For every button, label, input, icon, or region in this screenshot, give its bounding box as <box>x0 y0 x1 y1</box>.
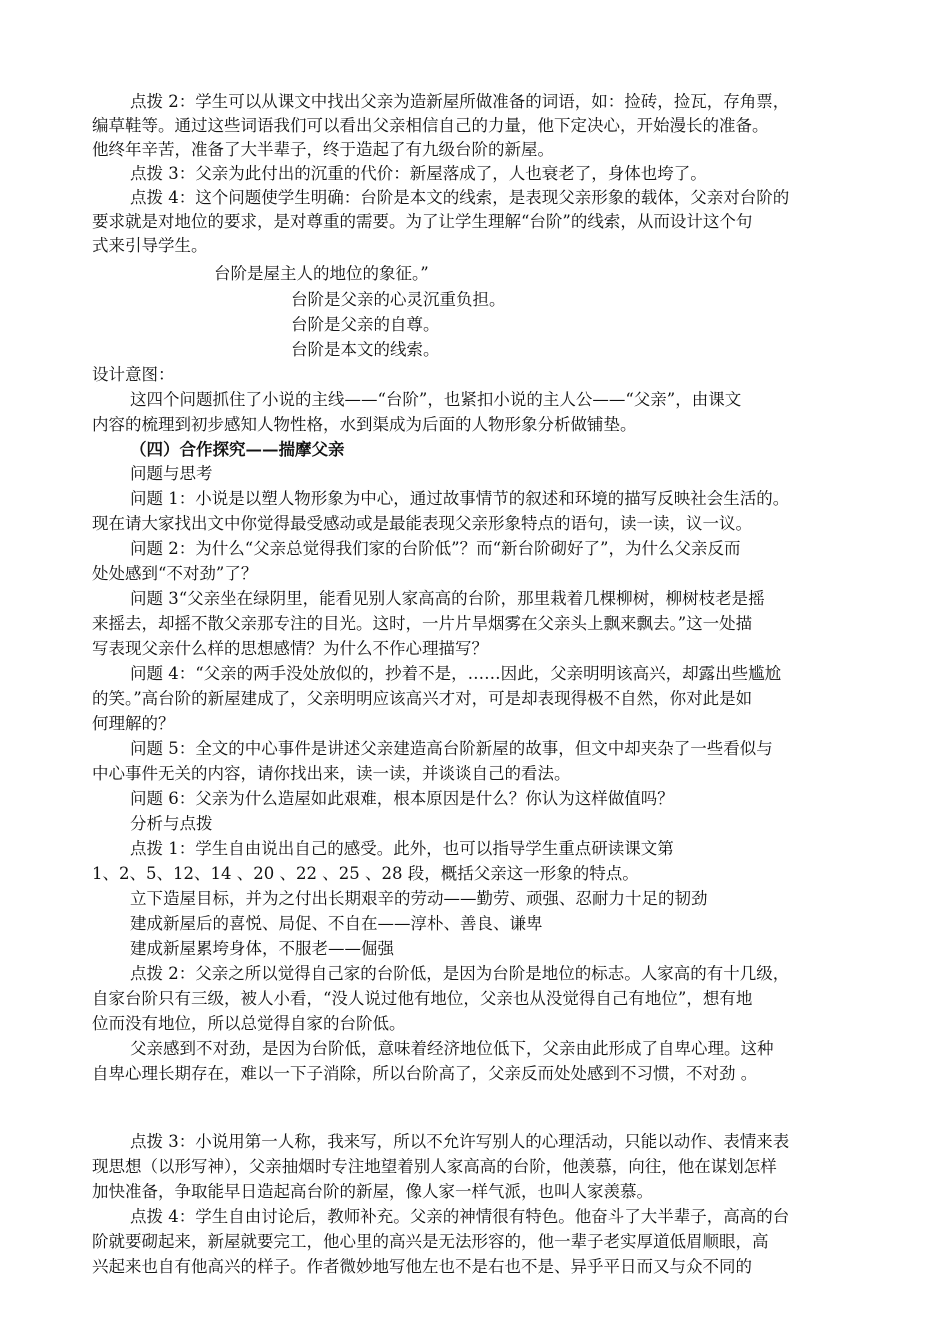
text-line: 写表现父亲什么样的思想感情？为什么不作心理描写？ <box>92 639 488 658</box>
text-line: 台阶是父亲的心灵沉重负担。 <box>291 290 506 309</box>
text-line: 问题 5：全文的中心事件是讲述父亲建造高台阶新屋的故事，但文中却夹杂了一些看似与 <box>130 739 773 758</box>
text-line: 点拨 1：学生自由说出自己的感受。此外，也可以指导学生重点研读课文第 <box>130 839 674 858</box>
text-line: 立下造屋目标，并为之付出长期艰辛的劳动——勤劳、顽强、忍耐力十足的韧劲 <box>130 889 708 908</box>
text-line: 点拨 3：小说用第一人称，我来写，所以不允许写别人的心理活动，只能以动作、表情来表 <box>130 1132 790 1151</box>
text-line: 点拨 3：父亲为此付出的沉重的代价：新屋落成了，人也衰老了，身体也垮了。 <box>130 164 707 183</box>
text-line: 自家台阶只有三级，被人小看，“没人说过他有地位，父亲也从没觉得自己有地位”，想有地 <box>92 989 753 1008</box>
text-line: 自卑心理长期存在，难以一下子消除，所以台阶高了，父亲反而处处感到不习惯，不对劲 。 <box>92 1064 758 1083</box>
text-line: 式来引导学生。 <box>92 236 208 255</box>
text-line: 中心事件无关的内容，请你找出来，读一读，并谈谈自己的看法。 <box>92 764 571 783</box>
text-line: 他终年辛苦，准备了大半辈子，终于造起了有九级台阶的新屋。 <box>92 140 554 159</box>
text-line: 现在请大家找出文中你觉得最受感动或是最能表现父亲形象特点的语句，读一读，议一议。 <box>92 514 752 533</box>
text-line: 点拨 2：学生可以从课文中找出父亲为造新屋所做准备的词语，如：捡砖，捡瓦，存角票， <box>130 92 790 111</box>
text-line: 问题 3“父亲坐在绿阴里，能看见别人家高高的台阶，那里栽着几棵柳树，柳树枝老是摇 <box>130 589 765 608</box>
text-line: 编草鞋等。通过这些词语我们可以看出父亲相信自己的力量，他下定决心，开始漫长的准备。 <box>92 116 769 135</box>
text-line: 点拨 4：学生自由讨论后，教师补充。父亲的神情很有特色。他奋斗了大半辈子，高高的台 <box>130 1207 790 1226</box>
text-line: 加快准备，争取能早日造起高台阶的新屋，像人家一样气派，也叫人家羡慕。 <box>92 1182 653 1201</box>
section-heading: （四）合作探究——揣摩父亲 <box>130 440 345 459</box>
text-line: 问题与思考 <box>130 464 213 483</box>
text-line: 兴起来也自有他高兴的样子。作者微妙地写他左也不是右也不是、异乎平日而又与众不同的 <box>92 1257 752 1276</box>
text-line: 问题 2：为什么“父亲总觉得我们家的台阶低”？而“新台阶砌好了”，为什么父亲反而 <box>130 539 741 558</box>
text-line: 台阶是本文的线索。 <box>291 340 440 359</box>
text-line: 点拨 2：父亲之所以觉得自己家的台阶低，是因为台阶是地位的标志。人家高的有十几级， <box>130 964 790 983</box>
text-line: 问题 4：“父亲的两手没处放似的，抄着不是，……因此，父亲明明该高兴，却露出些尴尬 <box>130 664 782 683</box>
text-line: 内容的梳理到初步感知人物性格，水到渠成为后面的人物形象分析做铺垫。 <box>92 415 637 434</box>
text-line: 处处感到“不对劲”了？ <box>92 564 258 583</box>
text-line: 问题 6：父亲为什么造屋如此艰难，根本原因是什么？你认为这样做值吗？ <box>130 789 674 808</box>
text-line: 来摇去，却摇不散父亲那专注的目光。这时，一片片旱烟雾在父亲头上飘来飘去。”这一处描 <box>92 614 753 633</box>
text-line: 分析与点拨 <box>130 814 213 833</box>
text-line: 阶就要砌起来，新屋就要完工，他心里的高兴是无法形容的，他一辈子老实厚道低眉顺眼，高 <box>92 1232 769 1251</box>
text-line: 何理解的？ <box>92 714 175 733</box>
text-line: 这四个问题抓住了小说的主线——“台阶”，也紧扣小说的主人公——“父亲”，由课文 <box>130 390 742 409</box>
text-line: 台阶是父亲的自尊。 <box>291 315 440 334</box>
text-line: 现思想（以形写神），父亲抽烟时专注地望着别人家高高的台阶，他羡慕，向往，他在谋划怎样 <box>92 1157 777 1176</box>
text-line: 建成新屋累垮身体，不服老——倔强 <box>130 939 394 958</box>
text-line: 建成新屋后的喜悦、局促、不自在——淳朴、善良、谦卑 <box>130 914 543 933</box>
text-line: 台阶是屋主人的地位的象征。” <box>214 264 429 283</box>
text-line: 设计意图： <box>92 365 175 384</box>
text-line: 问题 1：小说是以塑人物形象为中心，通过故事情节的叙述和环境的描写反映社会生活的。 <box>130 489 790 508</box>
text-line: 的笑。”高台阶的新屋建成了，父亲明明应该高兴才对，可是却表现得极不自然，你对此是如 <box>92 689 753 708</box>
text-line: 父亲感到不对劲，是因为台阶低，意味着经济地位低下，父亲由此形成了自卑心理。这种 <box>130 1039 774 1058</box>
text-line: 要求就是对地位的要求，是对尊重的需要。为了让学生理解“台阶”的线索，从而设计这个句 <box>92 212 753 231</box>
text-line: 点拨 4：这个问题使学生明确：台阶是本文的线索，是表现父亲形象的载体，父亲对台阶的 <box>130 188 790 207</box>
text-line: 1、2、5、12、14 、20 、22 、25 、28 段，概括父亲这一形象的特点。 <box>92 864 639 883</box>
text-line: 位而没有地位，所以总觉得自家的台阶低。 <box>92 1014 406 1033</box>
